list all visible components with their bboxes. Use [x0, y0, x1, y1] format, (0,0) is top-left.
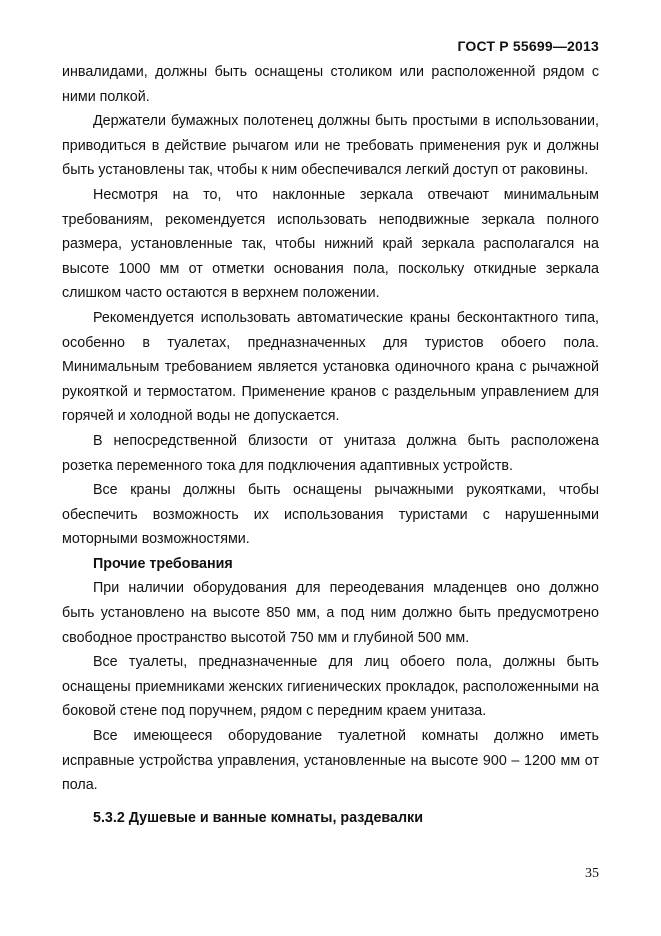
paragraph-changing-table: При наличии оборудования для переодевания младенцев оно должно быть установлено на высоте 850 мм, а под ним должно быть предусмотрено свободное пространство высотой 750 мм и глубиной 500 мм.	[62, 580, 599, 646]
paragraph-continuation: инвалидами, должны быть оснащены столиком или расположенной рядом с ними полкой.	[62, 64, 599, 105]
section-heading-532: 5.3.2 Душевые и ванные комнаты, раздевалки	[93, 809, 423, 826]
section-heading-other: Прочие требования	[93, 555, 233, 572]
paragraph-towel-holders: Держатели бумажных полотенец должны быть простыми в использовании, приводиться в действие рычагом или не требовать применения рук и должны быть установлены так, чтобы к ним обеспечивался легкий доступ от раковины.	[62, 113, 599, 179]
document-body	[62, 60, 599, 830]
paragraph-faucets: Рекомендуется использовать автоматические краны бесконтактного типа, особенно в туалетах, предназначенных для туристов обоего пола. Минимальным требованием является установка одиночного крана с рычажной рукояткой и термостатом. Применение кранов с раздельным управлением для горячей и холодной воды не допускается.	[62, 309, 599, 425]
document-header: ГОСТ Р 55699—2013	[457, 38, 599, 54]
paragraph-controls-height: Все имеющееся оборудование туалетной комнаты должно иметь исправные устройства управления, установленные на высоте 900 – 1200 мм от пола.	[62, 728, 599, 794]
paragraph-socket: В непосредственной близости от унитаза должна быть расположена розетка переменного тока для подключения адаптивных устройств.	[62, 432, 599, 474]
paragraph-lever-handles: Все краны должны быть оснащены рычажными рукоятками, чтобы обеспечить возможность их использования туристами с нарушенными моторными возможностями.	[62, 482, 599, 548]
paragraph-sanitary-bins: Все туалеты, предназначенные для лиц обоего пола, должны быть оснащены приемниками женских гигиенических прокладок, расположенными на боковой стене под поручнем, рядом с передним краем унитаза.	[62, 654, 599, 720]
page-number: 35	[585, 866, 599, 881]
paragraph-mirrors: Несмотря на то, что наклонные зеркала отвечают минимальным требованиям, рекомендуется использовать неподвижные зеркала полного размера, установленные так, чтобы нижний край зеркала располагался на высоте 1000 мм от отметки основания пола, поскольку откидные зеркала слишком часто остаются в верхнем положении.	[62, 186, 599, 302]
